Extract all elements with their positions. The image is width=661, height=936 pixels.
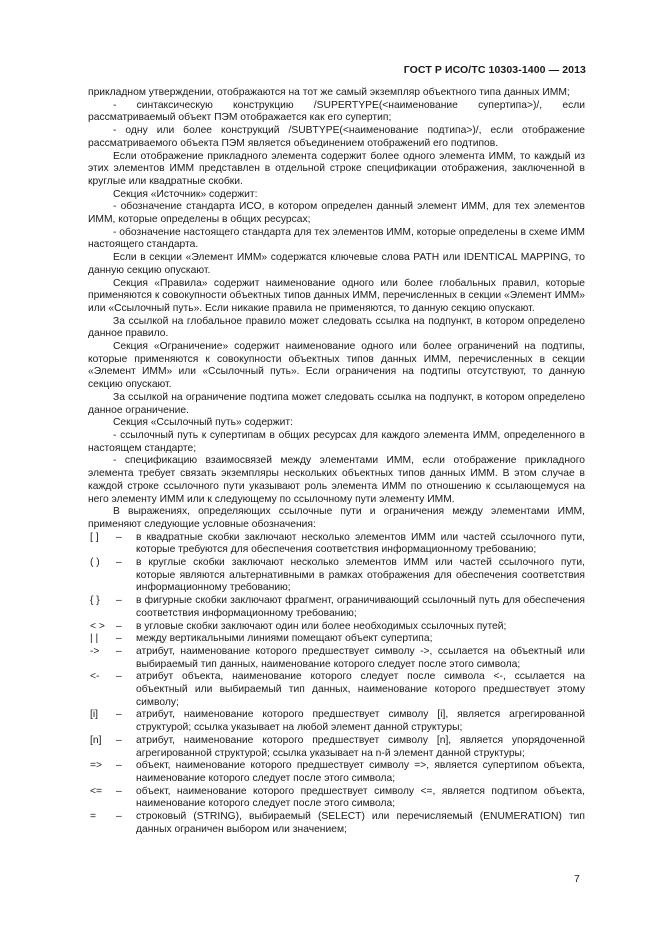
notation-dash: – <box>116 645 122 657</box>
paragraph: Секция «Ссылочный путь» содержит: <box>113 417 293 429</box>
notation-description: строковый (STRING), выбираемый (SELECT) или перечисляемый (ENUMERATION) тип данных ограничен выбором или значением; <box>136 811 585 835</box>
page-number: 7 <box>574 873 580 885</box>
notation-description: атрибут, наименование которого предшествует символу ->, ссылается на объектный или выбираемый тип данных, наименование которого следует после этого символа; <box>136 645 585 670</box>
notation-symbol: [n] <box>90 734 102 746</box>
notation-symbol: [ ] <box>90 531 99 543</box>
notation-dash: – <box>116 531 122 543</box>
notation-item <box>88 557 585 595</box>
paragraph: Секция «Правила» содержит наименование одного или более глобальных правил, которые применяются к совокупности объектных типов данных ИММ, перечисленных в секции «Элемент ИММ» или «Ссылочный путь». Если никакие правила не применяются, то данную секцию опускают. <box>88 277 585 314</box>
notation-dash: – <box>116 557 122 569</box>
paragraph: Секция «Ограничение» содержит наименование одного или более ограничений на подтипы, которые применяются к совокупности объектных типов данных ИММ, перечисленных в секции «Элемент ИММ» или «Ссылочный путь». Если ограничения на подтипы отсутствуют, то данную секцию опускают. <box>88 341 585 391</box>
paragraph: - спецификацию взаимосвязей между элементами ИММ, если отображение прикладного элемента требует связать экземпляры нескольких объектных типов данных ИММ. В этом случае в каждой строке ссылочного пути указывают роль элемента ИММ по отношению к ссылающемуся на него элементу ИММ или к следующему по ссылочному пути элементу ИММ. <box>88 455 585 505</box>
notation-item <box>88 811 585 836</box>
notation-dash: – <box>116 671 122 683</box>
paragraph: За ссылкой на ограничение подтипа может следовать ссылка на подпункт, в котором определено данное ограничение. <box>88 391 585 416</box>
notation-symbol: < > <box>90 620 105 632</box>
notation-item <box>88 532 585 557</box>
paragraph: В выражениях, определяющих ссылочные пути и ограничения между элементами ИММ, применяют следующие условные обозначения: <box>88 506 585 530</box>
notation-item <box>88 671 585 709</box>
notation-symbol: -> <box>90 645 100 657</box>
notation-item <box>88 709 585 734</box>
notation-item <box>88 621 585 634</box>
paragraph: прикладном утверждении, отображаются на тот же самый экземпляр объектного типа данных ИММ; <box>88 87 570 98</box>
notation-dash: – <box>116 785 122 797</box>
notation-dash: – <box>116 709 122 721</box>
paragraph: - синтаксическую конструкцию /SUPERTYPE(<наименование супертипа>)/, если рассматриваемый объект ПЭМ отображается как его супертип; <box>88 99 585 124</box>
notation-symbol: { } <box>90 595 100 607</box>
notation-description: в круглые скобки заключают несколько элементов ИММ или частей ссылочного пути, которые являются альтернативными в рамках отображения для обеспечения соответствия информационному требованию; <box>136 557 585 594</box>
notation-item <box>88 633 585 646</box>
notation-item <box>88 786 585 811</box>
notation-symbol: [i] <box>90 709 99 721</box>
notation-description: объект, наименование которого предшествует символу <=, является подтипом объекта, наименование которого следует после этого символа; <box>136 785 585 810</box>
notation-dash: – <box>116 620 122 632</box>
notation-description: атрибут, наименование которого предшествует символу [n], является упорядоченной агрегированной структурой; ссылка указывает на n-й элемент данной структуры; <box>136 734 585 759</box>
notation-item <box>88 760 585 785</box>
paragraph: - обозначение стандарта ИСО, в котором определен данный элемент ИММ, для тех элементов ИММ, которые определены в общих ресурсах; <box>88 201 585 226</box>
notation-symbol: = <box>90 811 97 823</box>
notation-symbol: <= <box>90 785 103 797</box>
notation-description: в угловые скобки заключают один или более необходимых ссылочных путей; <box>136 620 507 632</box>
notation-symbol: => <box>90 760 103 772</box>
paragraph: За ссылкой на глобальное правило может следовать ссылка на подпункт, в котором определено данное правило. <box>88 315 585 340</box>
notation-symbol: ( ) <box>90 557 100 569</box>
notation-item <box>88 595 585 620</box>
notation-item <box>88 735 585 760</box>
paragraph: - обозначение настоящего стандарта для тех элементов ИММ, которые определены в схеме ИММ настоящего стандарта. <box>88 226 585 251</box>
paragraph: - одну или более конструкций /SUBTYPE(<наименование подтипа>)/, если отображение рассматриваемого объекта ПЭМ является объединением отображений его подтипов. <box>88 125 585 149</box>
notation-description: между вертикальными линиями помещают объект супертипа; <box>136 633 433 645</box>
notation-description: атрибут, наименование которого предшествует символу [i], является агрегированной структурой; ссылка указывает на любой элемент данной структуры; <box>136 709 585 734</box>
paragraph-list <box>88 87 585 532</box>
notation-description: объект, наименование которого предшествует символу =>, является супертипом объекта, наименование которого следует после этого символа; <box>136 760 585 784</box>
notation-symbol: <- <box>90 671 100 683</box>
paragraph: - ссылочный путь к супертипам в общих ресурсах для каждого элемента ИММ, определенного в настоящем стандарте; <box>88 429 585 454</box>
notation-description: атрибут объекта, наименование которого следует после символа <-, ссылается на объектный или выбираемый тип данных, наименование которого предшествует этому символу; <box>136 671 585 708</box>
page-body <box>88 87 585 836</box>
paragraph: Если отображение прикладного элемента содержит более одного элемента ИММ, то каждый из этих элементов ИММ представлен в отдельной строке спецификации отображения, заключенной в круглые или квадратные скобки. <box>88 150 585 187</box>
notation-list <box>88 532 585 837</box>
notation-description: в фигурные скобки заключают фрагмент, ограничивающий ссылочный путь для обеспечения соответствия информационному требованию; <box>136 595 585 619</box>
notation-dash: – <box>116 595 122 607</box>
paragraph: Секция «Источник» содержит: <box>113 188 258 200</box>
notation-symbol: | | <box>90 633 99 645</box>
notation-dash: – <box>116 811 122 823</box>
document-header: ГОСТ Р ИСО/ТС 10303-1400 — 2013 <box>403 64 586 76</box>
notation-description: в квадратные скобки заключают несколько элементов ИММ или частей ссылочного пути, которые требуются для обеспечения соответствия информационному требованию; <box>136 531 585 556</box>
notation-dash: – <box>116 734 122 746</box>
notation-dash: – <box>116 633 122 645</box>
notation-item <box>88 646 585 671</box>
paragraph: Если в секции «Элемент ИММ» содержатся ключевые слова PATH или IDENTICAL MAPPING, то данную секцию опускают. <box>88 252 585 276</box>
notation-dash: – <box>116 760 122 772</box>
